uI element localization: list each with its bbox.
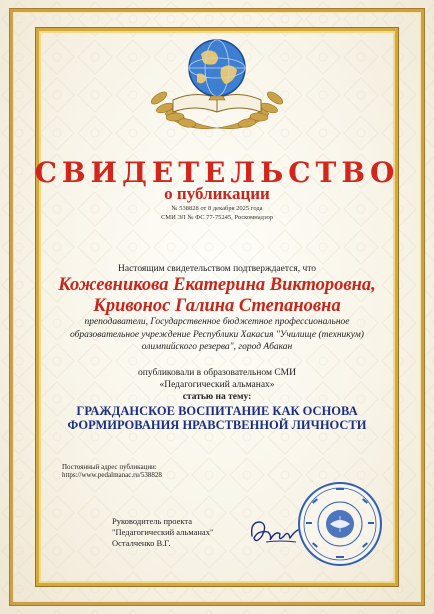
project-lead [112, 516, 213, 549]
globe-book-laurel-icon [145, 28, 289, 140]
lead-name: Осталченко В.Г. [112, 538, 171, 548]
registration-number: № 538828 от 8 декабря 2025 года [171, 205, 263, 212]
article-topic [0, 404, 434, 432]
author-names [0, 275, 434, 317]
media-license: СМИ ЭЛ № ФС 77-75245, Роскомнадзор [160, 214, 274, 221]
round-stamp-icon [296, 480, 384, 568]
topic-line-1: ГРАЖДАНСКОЕ ВОСПИТАНИЕ КАК ОСНОВА [76, 404, 358, 418]
confirmation-text: Настоящим свидетельством подтверждается, что [118, 264, 316, 274]
author-name-1: Кожевникова Екатерина Викторовна, [58, 275, 376, 295]
address-label: Постоянный адрес публикации: [62, 463, 157, 471]
published-in-text: опубликовали в образовательном СМИ [138, 368, 296, 378]
media-name: «Педагогический альманах» [159, 380, 275, 390]
publication-url[interactable]: https://www.pedalmanac.ru/538828 [62, 471, 162, 479]
topic-line-2: ФОРМИРОВАНИЯ НРАВСТВЕННОЙ ЛИЧНОСТИ [67, 418, 367, 432]
author-position: преподаватели, Государственное бюджетное профессиональное образовательное учреждение Республики Хакасия "Училище (техникум) олимпийского резерва", город Абакан [70, 317, 364, 352]
topic-label: статью на тему: [182, 392, 252, 402]
lead-project: "Педагогический альманах" [112, 527, 214, 537]
lead-title: Руководитель проекта [112, 516, 193, 526]
author-name-2: Кривонос Галина Степановна [93, 296, 341, 316]
certificate-title: СВИДЕТЕЛЬСТВО [34, 156, 400, 189]
certificate-subtitle: о публикации [164, 184, 270, 203]
